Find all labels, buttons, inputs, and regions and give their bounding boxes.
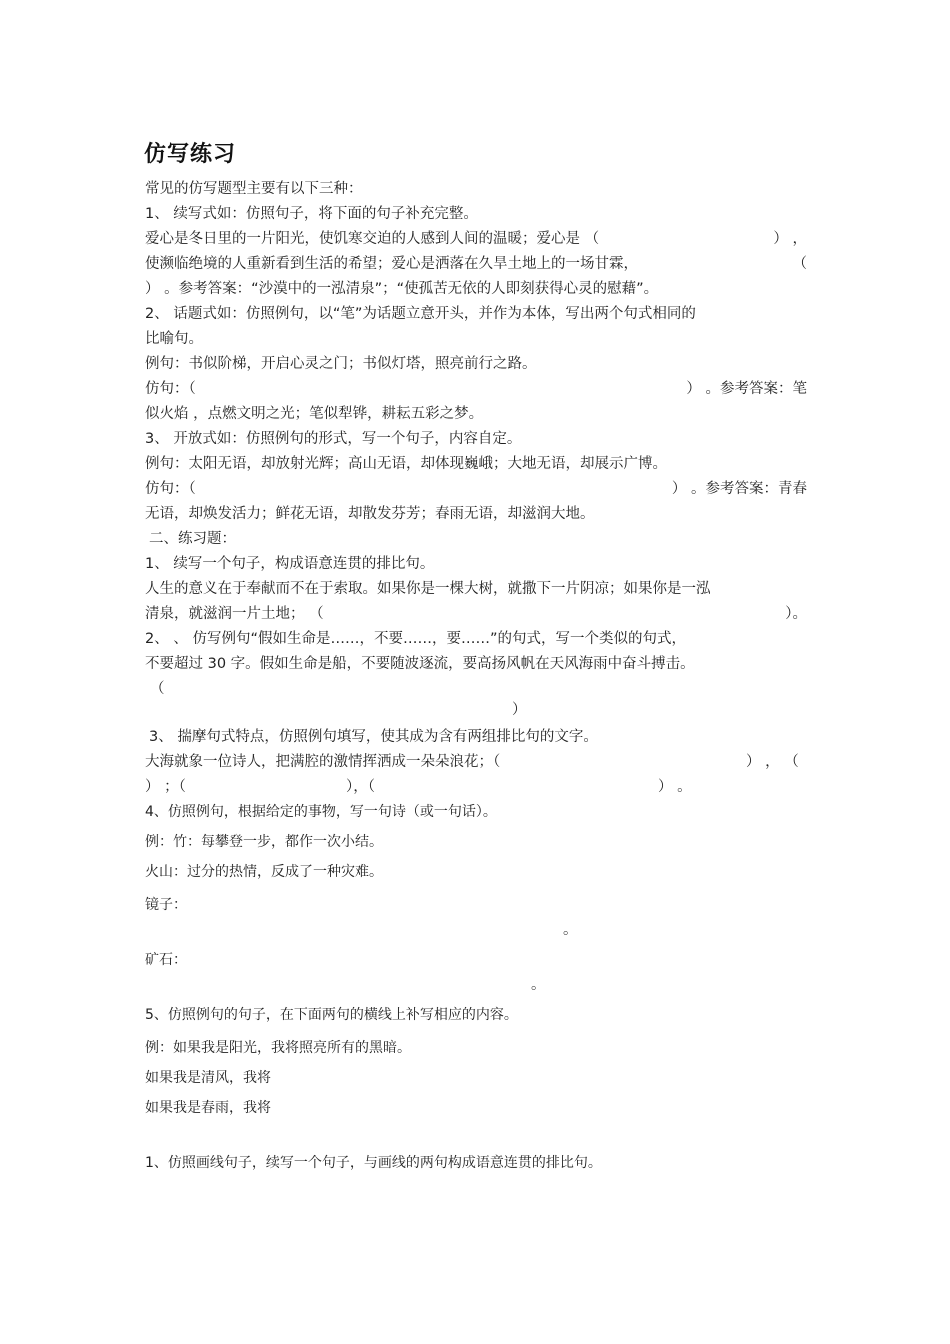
- type1-line3: ） 。参考答案：“沙漠中的一泓清泉”；“使孤苦无依的人即刻获得心灵的慰藉”。: [145, 281, 659, 297]
- q1-heading: 1、 续写一个句子，构成语意连贯的排比句。: [145, 556, 435, 572]
- type3-imitation-open: 仿句：（: [145, 481, 196, 497]
- q5-heading: 5、仿照例句的句子，在下面两句的横线上补写相应的内容。: [145, 1007, 518, 1023]
- q3-line2-part3: ） 。: [658, 779, 692, 795]
- q4-ore-label: 矿石：: [145, 952, 187, 968]
- type2-heading-line1: 2、 话题式如：仿照例句，以“笔”为话题立意开头，并作为本体，写出两个句式相同的: [145, 306, 696, 322]
- type1-line1-text: 爱心是冬日里的一片阳光，使饥寒交迫的人感到人间的温暖；爱心是 （: [145, 231, 600, 247]
- q3-line2-part1: ） ；（: [145, 779, 186, 795]
- type3-heading: 3、 开放式如：仿照例句的形式，写一个句子，内容自定。: [145, 431, 522, 447]
- q5-example: 例：如果我是阳光，我将照亮所有的黑暗。: [145, 1040, 411, 1056]
- q3-line1-text: 大海就象一位诗人，把满腔的激情挥洒成一朵朵浪花；（: [145, 754, 501, 770]
- q3-line1-close: ） ， （: [746, 754, 799, 770]
- q4-mirror-label: 镜子：: [145, 897, 187, 913]
- type1-line1: [145, 229, 807, 249]
- q1-line2-open: 清泉，就滋润一片土地； （: [145, 606, 324, 622]
- q1-line2-close: ）。: [785, 606, 807, 622]
- q4-heading: 4、仿照例句，根据给定的事物，写一句诗（或一句话）。: [145, 804, 497, 820]
- page-title: 仿写练习: [144, 142, 237, 167]
- type2-imitation-line: [145, 379, 807, 399]
- q4-volcano: 火山：过分的热情，反成了一种灾难。: [145, 864, 383, 880]
- type3-example: 例句：太阳无语，却放射光辉；高山无语，却体现巍峨；大地无语，却展示广博。: [145, 456, 667, 472]
- final-question: 1、仿照画线句子，续写一个句子，与画线的两句构成语意连贯的排比句。: [145, 1155, 602, 1171]
- type1-line1-close: ） ，: [773, 231, 807, 247]
- q1-line2: [145, 604, 807, 624]
- type2-imitation-close: ） 。参考答案：笔: [686, 381, 807, 397]
- type2-answer: 似火焰 ，点燃文明之光；笔似犁铧，耕耘五彩之梦。: [145, 406, 484, 422]
- type3-imitation-line: [145, 479, 807, 499]
- q5-line2: 如果我是春雨，我将: [145, 1100, 271, 1116]
- type1-line2: [145, 254, 807, 274]
- type3-answer: 无语，却焕发活力；鲜花无语，却散发芬芳；春雨无语，却滋润大地。: [145, 506, 595, 522]
- q4-mirror-end: 。: [563, 922, 578, 938]
- q5-line1: 如果我是清风，我将: [145, 1070, 271, 1086]
- type3-imitation-close: ） 。参考答案：青春: [671, 481, 807, 497]
- type2-heading-line2: 比喻句。: [145, 331, 203, 347]
- q1-line1: 人生的意义在于奉献而不在于索取。如果你是一棵大树，就撒下一片阴凉；如果你是一泓: [145, 581, 711, 597]
- q2-line2: 不要超过 30 字。假如生命是船，不要随波逐流，要高扬风帆在天风海雨中奋斗搏击。: [145, 656, 695, 672]
- q3-heading: 3、 揣摩句式特点，仿照例句填写，使其成为含有两组排比句的文字。: [149, 729, 598, 745]
- section-heading-exercises: 二、练习题：: [149, 531, 236, 547]
- q3-line2-part2: ），（: [346, 779, 375, 795]
- q2-answer-close: ）: [512, 702, 527, 718]
- q2-answer-open: （: [150, 681, 165, 697]
- type1-line2-text: 使濒临绝境的人重新看到生活的希望；爱心是洒落在久旱土地上的一场甘霖，: [145, 256, 638, 272]
- type1-line2-open: （: [792, 256, 807, 272]
- q2-line1: 2、 、 仿写例句“假如生命是……，不要……，要……”的句式，写一个类似的句式，: [145, 631, 686, 647]
- q4-example: 例：竹：每攀登一步，都作一次小结。: [145, 834, 383, 850]
- q4-ore-end: 。: [531, 977, 546, 993]
- type2-example: 例句：书似阶梯，开启心灵之门；书似灯塔，照亮前行之路。: [145, 356, 537, 372]
- type1-heading: 1、 续写式如：仿照句子，将下面的句子补充完整。: [145, 206, 478, 222]
- intro-text: 常见的仿写题型主要有以下三种：: [145, 181, 363, 197]
- type2-imitation-open: 仿句：（: [145, 381, 196, 397]
